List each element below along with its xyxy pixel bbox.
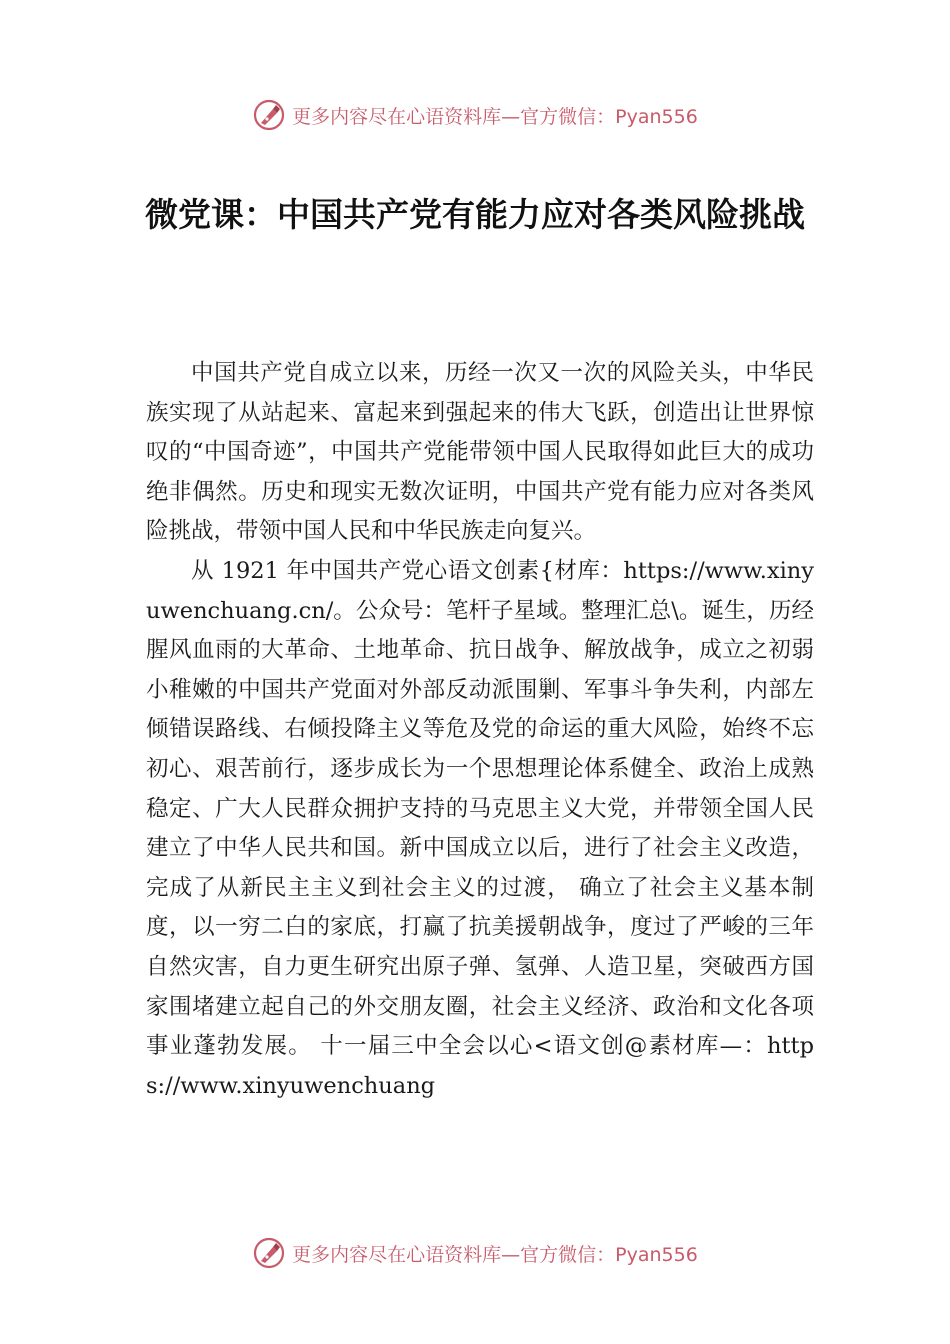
banner-text: 更多内容尽在心语资料库—官方微信：Pyan556 [292, 105, 698, 128]
banner-text: 更多内容尽在心语资料库—官方微信：Pyan556 [292, 1243, 698, 1266]
document-title: 微党课：中国共产党有能力应对各类风险挑战 [145, 195, 805, 234]
document-body [146, 354, 814, 1106]
pen-nib-logo-icon [252, 98, 286, 132]
paragraph-2: 从 1921 年中国共产党心语文创素{材库：https://www.xinyuwenchuang.cn/。公众号：笔杆子星域。整理汇总\。诞生，历经腥风血雨的大革命、土地革命、抗日战争、解放战争，成立之初弱小稚嫩的中国共产党面对外部反动派围剿、军事斗争失利，内部左倾错误路线、右倾投降主义等危及党的命运的重大风险，始终不忘初心、艰苦前行，逐步成长为一个思想理论体系健全、政治上成熟稳定、广大人民群众拥护支持的马克思主义大党，并带领全国人民建立了中华人民共和国。新中国成立以后，进行了社会主义改造，完成了从新民主主义到社会主义的过渡， 确立了社会主义基本制度，以一穷二白的家底，打赢了抗美援朝战争，度过了严峻的三年自然灾害，自力更生研究出原子弹、氢弹、人造卫星，突破西方国家围堵建立起自己的外交朋友圈，社会主义经济、政治和文化各项事业蓬勃发展。 十一届三中全会以心<语文创@素材库—：https://www.xinyuwenchuang [146, 557, 814, 1099]
header-banner [0, 95, 950, 135]
footer-banner [0, 1233, 950, 1273]
pen-nib-logo-icon [252, 1236, 286, 1270]
paragraph-1: 中国共产党自成立以来，历经一次又一次的风险关头，中华民族实现了从站起来、富起来到强起来的伟大飞跃，创造出让世界惊叹的“中国奇迹”，中国共产党能带领中国人民取得如此巨大的成功绝非偶然。历史和现实无数次证明，中国共产党有能力应对各类风险挑战，带领中国人民和中华民族走向复兴。 [146, 360, 814, 545]
